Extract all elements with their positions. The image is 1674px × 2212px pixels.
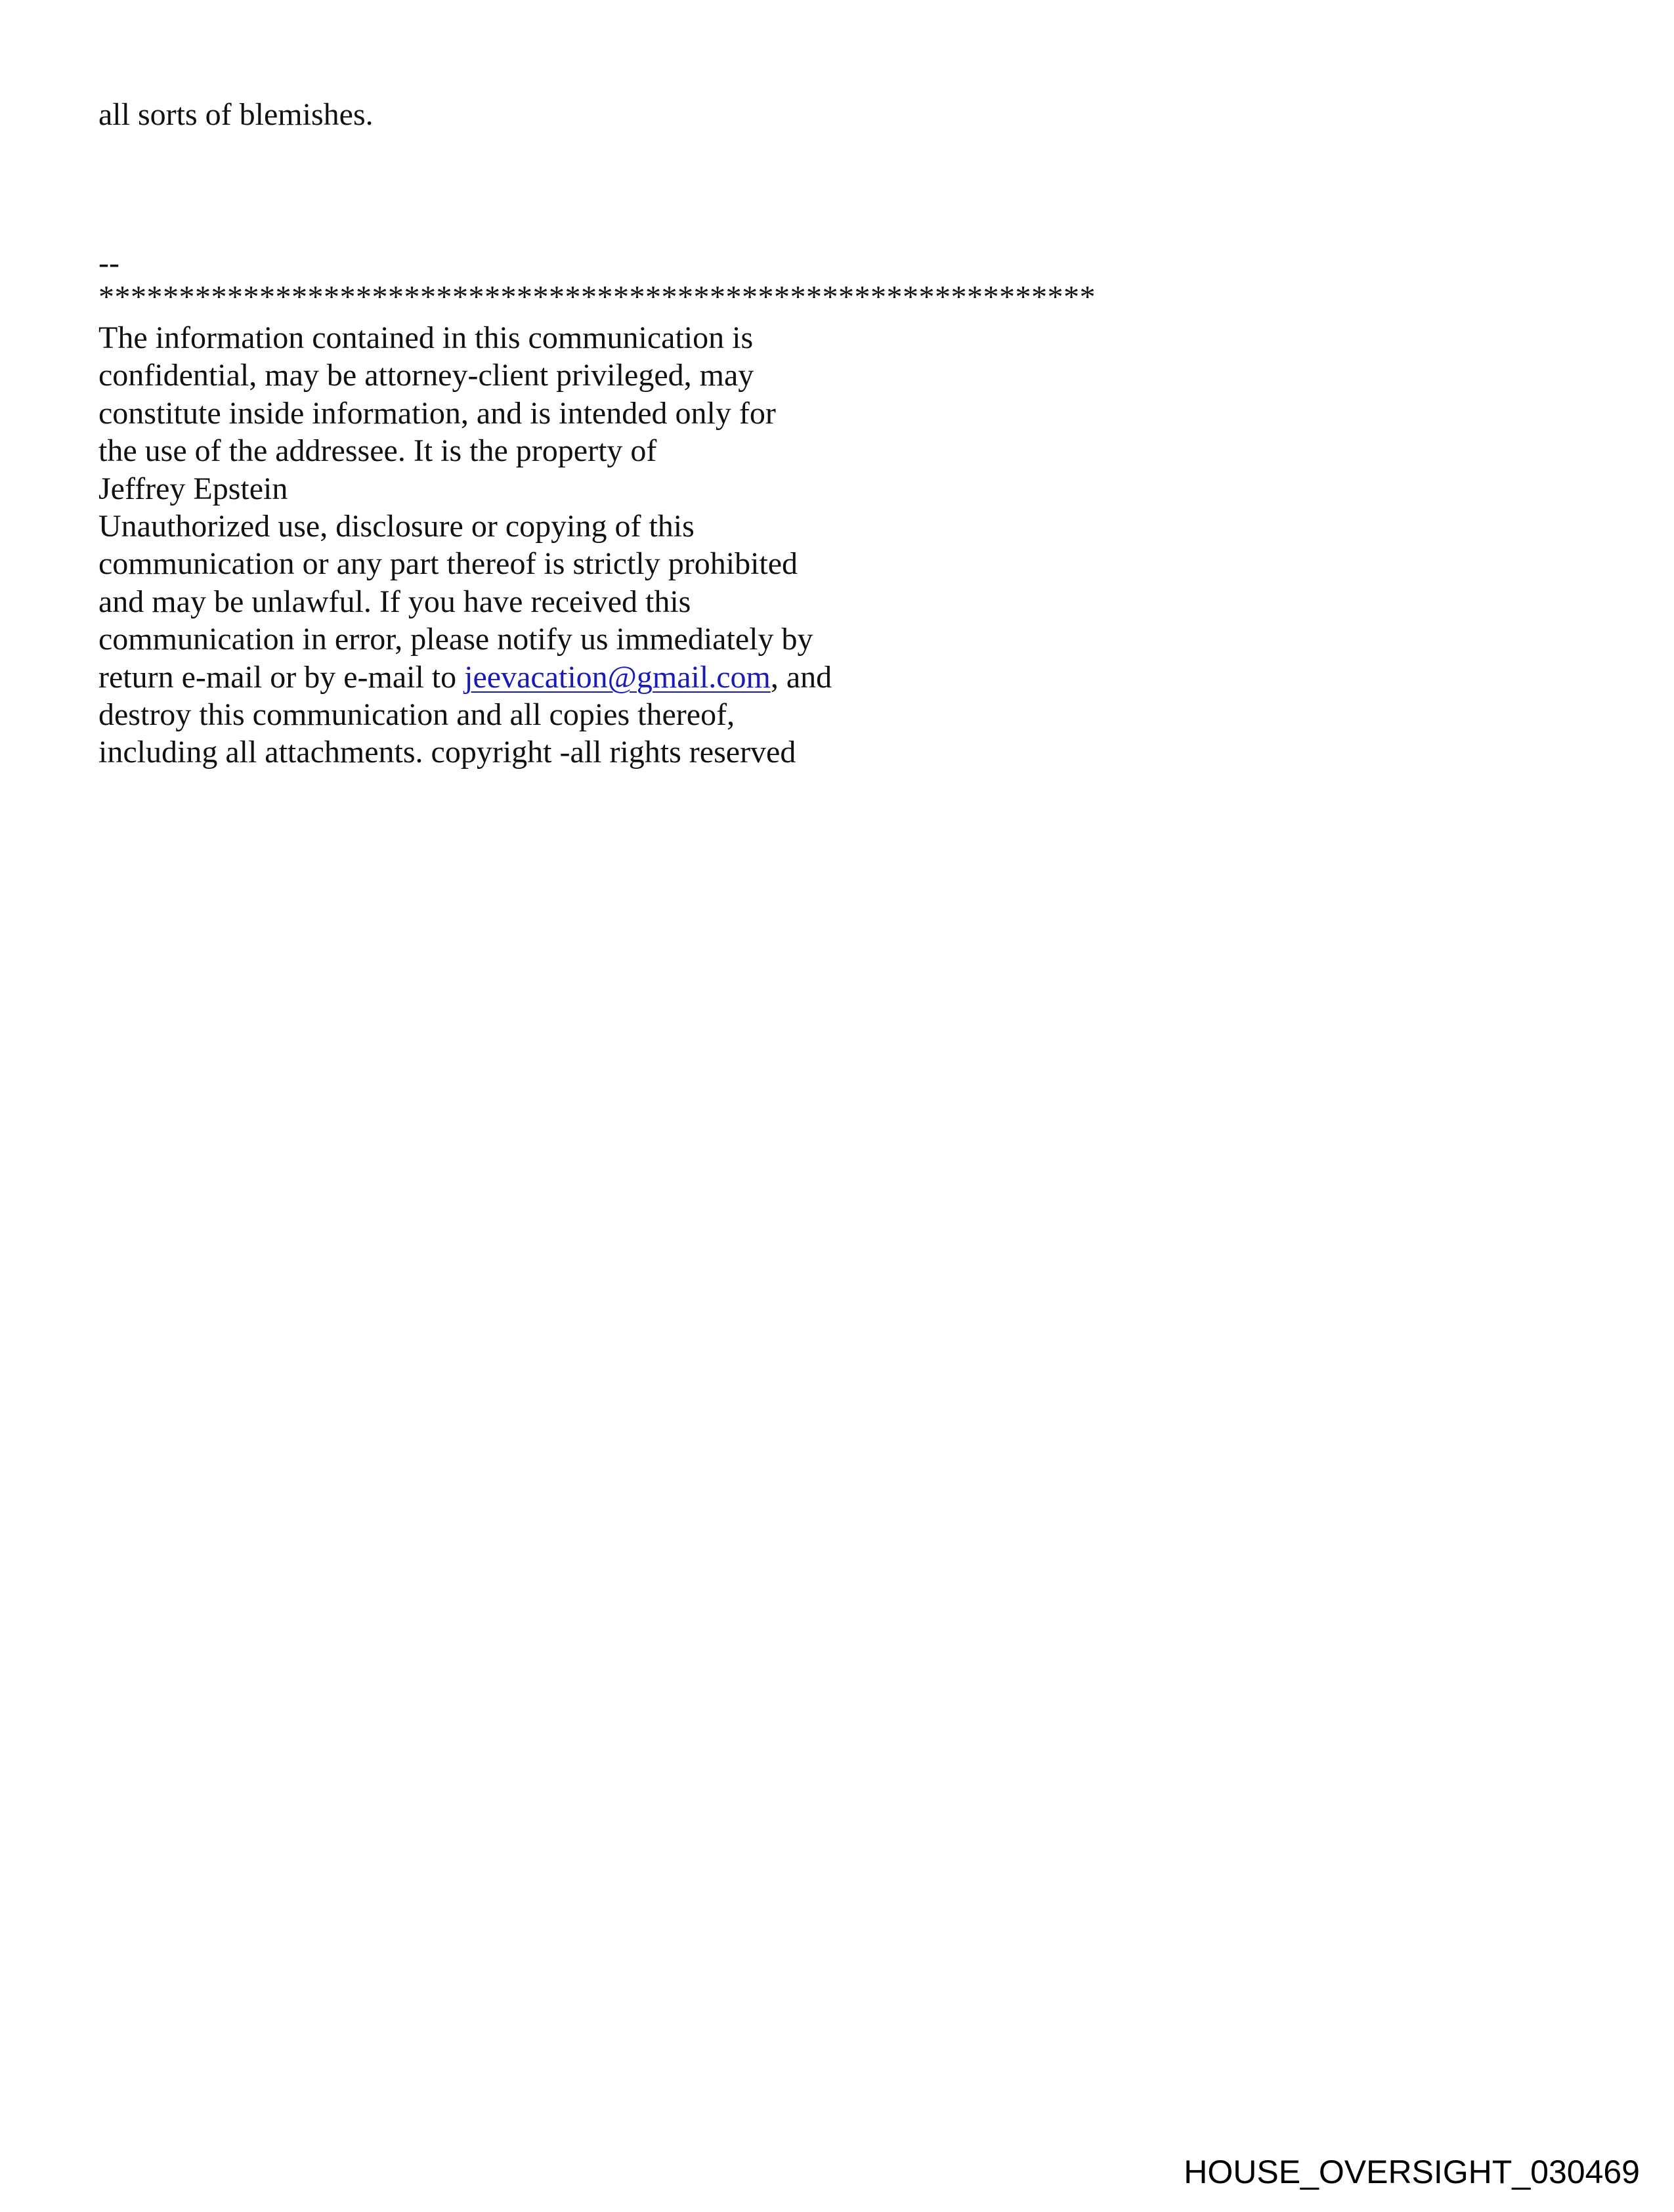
disclaimer-line: Unauthorized use, disclosure or copying of this [98, 509, 695, 544]
disclaimer-line: including all attachments. copyright -all rights reserved [98, 735, 796, 770]
disclaimer-line: communication or any part thereof is strictly prohibited [98, 546, 798, 582]
disclaimer-line: and may be unlawful. If you have received this [98, 584, 691, 619]
disclaimer-line: destroy this communication and all copies thereof, [98, 697, 735, 733]
confidentiality-disclaimer [98, 319, 832, 771]
disclaimer-line: the use of the addressee. It is the property of [98, 433, 657, 469]
disclaimer-line: The information contained in this communication is [98, 320, 754, 355]
disclaimer-text: , and [770, 659, 832, 695]
email-link[interactable]: jeevacation@gmail.com [464, 659, 771, 695]
disclaimer-text: return e-mail or by e-mail to [98, 659, 465, 695]
disclaimer-line: communication in error, please notify us immediately by [98, 622, 813, 657]
signature-separator: -- [98, 246, 119, 280]
disclaimer-line-with-link [98, 659, 832, 696]
body-text-line: all sorts of blemishes. [98, 97, 374, 132]
bates-number: HOUSE_OVERSIGHT_030469 [1184, 2154, 1640, 2190]
disclaimer-line: confidential, may be attorney-client privileged, may [98, 358, 754, 393]
asterisk-rule: ************************************************************** [98, 280, 1096, 314]
disclaimer-line: Jeffrey Epstein [98, 471, 288, 506]
disclaimer-line: constitute inside information, and is intended only for [98, 395, 776, 431]
